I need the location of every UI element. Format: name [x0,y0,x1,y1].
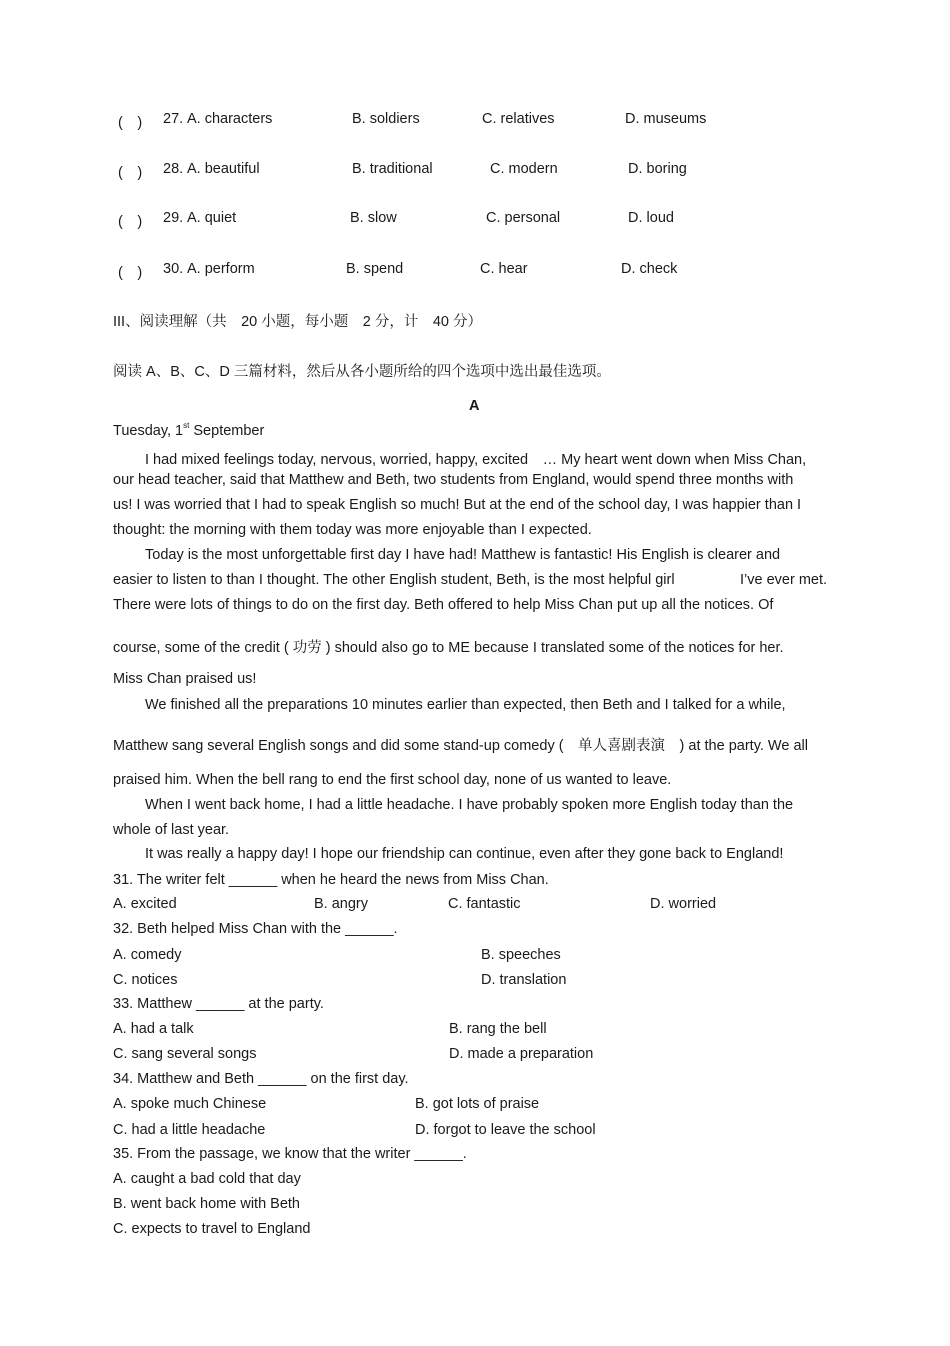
question-number: 30. [163,261,184,277]
passage-date: Tuesday, 1st September [113,421,265,439]
passage-line: course, some of the credit ( 功劳 ) should also go to ME because I translated some of the notices for her. [113,640,784,656]
option-c: C. expects to travel to England [113,1221,311,1237]
answer-blank: ( ) [118,265,143,281]
passage-line: I’ve ever met. [740,572,828,588]
question-stem: 34. Matthew and Beth ______ on the first day. [113,1071,409,1087]
option-d: D. museums [625,111,707,127]
question-stem: 33. Matthew ______ at the party. [113,996,324,1012]
option-c: C. sang several songs [113,1046,257,1062]
passage-line: our head teacher, said that Matthew and Beth, two students from England, would spend three months with [113,472,794,488]
passage-line: When I went back home, I had a little headache. I have probably spoken more English today than the [145,797,794,813]
option-c: C. modern [490,161,558,177]
section-title: III、阅读理解（共 20 小题，每小题 2 分，计 40 分） [113,314,482,330]
passage-line: thought: the morning with them today was more enjoyable than I expected. [113,522,592,538]
option-a: A. caught a bad cold that day [113,1171,301,1187]
question-number: 27. [163,111,184,127]
passage-line: praised him. When the bell rang to end the first school day, none of us wanted to leave. [113,772,672,788]
option-c: C. relatives [482,111,555,127]
passage-line: Today is the most unforgettable first day I have had! Matthew is fantastic! His English is clearer and [145,547,781,563]
option-c: C. notices [113,972,178,988]
passage-line: I had mixed feelings today, nervous, worried, happy, excited … My heart went down when Miss Chan, [145,452,807,468]
option-d: D. forgot to leave the school [415,1122,596,1138]
option-d: D. made a preparation [449,1046,594,1062]
passage-line: We finished all the preparations 10 minutes earlier than expected, then Beth and I talked for a while, [145,697,786,713]
passage-line: It was really a happy day! I hope our friendship can continue, even after they gone back to England! [145,846,784,862]
question-number: 28. [163,161,184,177]
option-b: B. traditional [352,161,433,177]
answer-blank: ( ) [118,115,143,131]
passage-line: easier to listen to than I thought. The other English student, Beth, is the most helpful girl [113,572,675,588]
option-a: A. beautiful [187,161,260,177]
option-c: C. fantastic [448,896,521,912]
option-d: D. boring [628,161,687,177]
passage-line: Miss Chan praised us! [113,671,257,687]
option-a: A. perform [187,261,255,277]
option-c: C. had a little headache [113,1122,266,1138]
answer-blank: ( ) [118,214,143,230]
option-a: A. quiet [187,210,237,226]
option-d: D. translation [481,972,567,988]
passage-line: There were lots of things to do on the first day. Beth offered to help Miss Chan put up all the notices. Of [113,597,774,613]
passage-line: Matthew sang several English songs and did some stand-up comedy ( 单人喜剧表演 ) at the party. We all [113,738,808,754]
option-b: B. slow [350,210,397,226]
passage-label: A [469,398,480,414]
option-d: D. loud [628,210,674,226]
option-b: B. angry [314,896,368,912]
passage-line: us! I was worried that I had to speak English so much! But at the end of the school day, I was happier than I [113,497,802,513]
option-b: B. spend [346,261,404,277]
section-instruction: 阅读 A、B、C、D 三篇材料，然后从各小题所给的四个选项中选出最佳选项。 [113,364,611,380]
question-stem: 32. Beth helped Miss Chan with the ______. [113,921,398,937]
answer-blank: ( ) [118,165,143,181]
question-number: 29. [163,210,184,226]
option-c: C. personal [486,210,561,226]
question-stem: 31. The writer felt ______ when he heard the news from Miss Chan. [113,872,549,888]
option-b: B. rang the bell [449,1021,547,1037]
option-c: C. hear [480,261,528,277]
question-stem: 35. From the passage, we know that the writer ______. [113,1146,467,1162]
passage-line: whole of last year. [113,822,230,838]
option-b: B. went back home with Beth [113,1196,300,1212]
option-d: D. worried [650,896,717,912]
option-b: B. got lots of praise [415,1096,540,1112]
option-b: B. soldiers [352,111,420,127]
option-a: A. characters [187,111,273,127]
option-a: A. spoke much Chinese [113,1096,267,1112]
option-a: A. excited [113,896,177,912]
option-a: A. comedy [113,947,182,963]
option-d: D. check [621,261,678,277]
option-a: A. had a talk [113,1021,194,1037]
option-b: B. speeches [481,947,561,963]
